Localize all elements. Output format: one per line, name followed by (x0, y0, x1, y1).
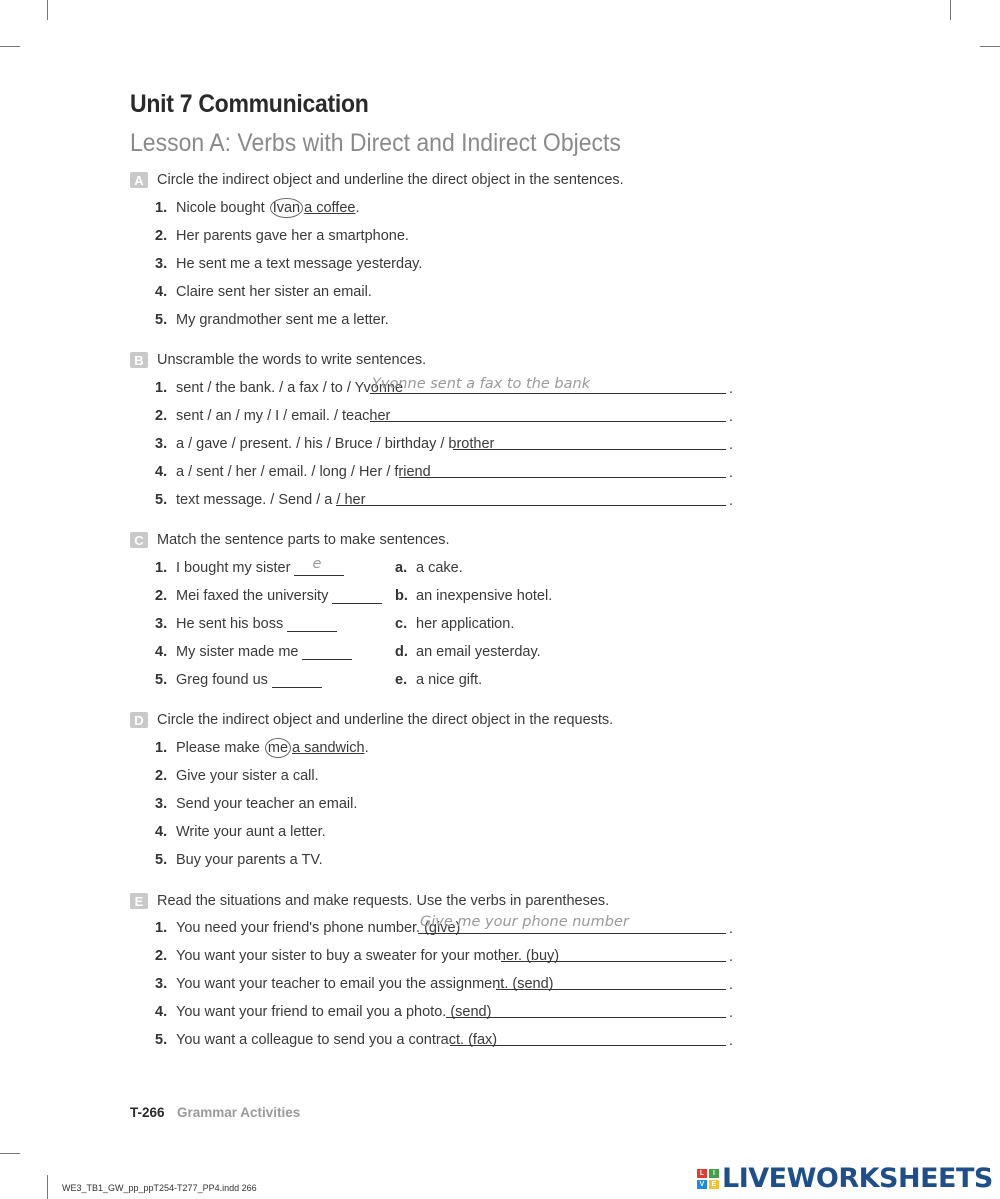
match-left-2 (155, 586, 382, 606)
item-number: 1. (155, 740, 168, 756)
logo-tile: L (697, 1169, 707, 1178)
match-right-e (395, 670, 482, 690)
crop-mark (47, 1175, 48, 1199)
match-right-d (395, 642, 541, 662)
item-number: 1. (155, 560, 168, 576)
logo-tile: V (697, 1180, 707, 1189)
option-letter: e. (395, 672, 408, 688)
crop-mark (0, 1153, 20, 1154)
answer-line[interactable] (399, 477, 726, 478)
logo-grid-icon (697, 1169, 719, 1189)
situation-prompt: You want your friend to email you a photo. (send) (176, 1004, 492, 1020)
item-sentence[interactable]: Buy your parents a TV. (176, 852, 323, 868)
section-e-badge: E (130, 893, 148, 909)
match-blank[interactable] (272, 673, 322, 688)
item-number: 5. (155, 672, 168, 688)
section-b-header (130, 350, 426, 370)
item-number: 4. (155, 824, 168, 840)
item-sentence[interactable]: Give your sister a call. (176, 768, 319, 784)
crop-mark (47, 0, 48, 20)
section-d-item-1 (155, 738, 369, 758)
circled-word: Ivan (270, 198, 303, 218)
section-a-item-1 (155, 198, 360, 218)
section-c-badge: C (130, 532, 148, 548)
answer-line[interactable] (496, 989, 726, 990)
item-number: 2. (155, 768, 168, 784)
section-e-item-5 (155, 1030, 497, 1050)
section-a-item-5[interactable] (155, 310, 389, 330)
period: . (729, 409, 734, 425)
item-number: 4. (155, 1004, 168, 1020)
answer-line[interactable] (446, 1017, 726, 1018)
scrambled-prompt: a / sent / her / email. / long / Her / friend (176, 464, 431, 480)
section-e-item-2 (155, 946, 559, 966)
match-blank[interactable] (302, 645, 352, 660)
section-d-item-2[interactable] (155, 766, 319, 786)
period: . (729, 921, 734, 937)
item-number: 3. (155, 256, 168, 272)
match-phrase: My sister made me (176, 644, 299, 660)
item-number: 3. (155, 436, 168, 452)
period: . (729, 1005, 734, 1021)
period: . (729, 1033, 734, 1049)
answer-line[interactable] (450, 1045, 726, 1046)
section-b-badge: B (130, 352, 148, 368)
item-sentence[interactable]: Claire sent her sister an email. (176, 284, 372, 300)
option-text: a nice gift. (416, 672, 483, 688)
match-blank[interactable] (332, 589, 382, 604)
lesson-subtitle: Lesson A: Verbs with Direct and Indirect Objects (130, 129, 621, 157)
item-number: 4. (155, 464, 168, 480)
match-left-5 (155, 670, 322, 690)
item-sentence[interactable]: Her parents gave her a smartphone. (176, 228, 409, 244)
example-sentence: Nicole bought Ivan a coffee. (176, 200, 360, 216)
logo-tile: I (709, 1169, 719, 1178)
section-d-instruction: Circle the indirect object and underline the direct object in the requests. (157, 712, 614, 728)
period: . (729, 381, 734, 397)
match-left-4 (155, 642, 352, 662)
answer-line[interactable] (370, 393, 726, 394)
item-number: 3. (155, 796, 168, 812)
file-slug: WE3_TB1_GW_pp_ppT254-T277_PP4.indd 266 (62, 1183, 257, 1193)
item-number: 4. (155, 644, 168, 660)
option-text: an email yesterday. (416, 644, 541, 660)
item-number: 5. (155, 852, 168, 868)
section-d-item-5[interactable] (155, 850, 323, 870)
section-b-instruction: Unscramble the words to write sentences. (157, 352, 427, 368)
answer-line[interactable] (501, 961, 726, 962)
section-e-item-4 (155, 1002, 491, 1022)
match-left-3 (155, 614, 337, 634)
section-b-item-5 (155, 490, 365, 510)
option-text: her application. (416, 616, 515, 632)
section-e-header (130, 891, 609, 911)
underlined-phrase: a sandwich (292, 740, 365, 756)
item-number: 5. (155, 492, 168, 508)
period: . (729, 977, 734, 993)
item-number: 2. (155, 228, 168, 244)
section-d-item-4[interactable] (155, 822, 326, 842)
section-d-header (130, 710, 613, 730)
section-a-item-3[interactable] (155, 254, 422, 274)
item-number: 2. (155, 408, 168, 424)
match-phrase: Greg found us (176, 672, 268, 688)
item-number: 2. (155, 588, 168, 604)
page-number: T-266 (130, 1105, 165, 1120)
section-a-item-2[interactable] (155, 226, 409, 246)
match-blank[interactable] (287, 617, 337, 632)
section-a-instruction: Circle the indirect object and underline the direct object in the sentences. (157, 172, 624, 188)
scrambled-prompt: a / gave / present. / his / Bruce / birthday / brother (176, 436, 495, 452)
option-letter: c. (395, 616, 408, 632)
match-blank[interactable] (294, 555, 344, 576)
scrambled-prompt: text message. / Send / a / her (176, 492, 366, 508)
answer-line[interactable] (336, 505, 726, 506)
option-letter: d. (395, 644, 408, 660)
match-right-a (395, 558, 463, 578)
period: . (729, 437, 734, 453)
item-number: 4. (155, 284, 168, 300)
logo-tile: E (709, 1180, 719, 1189)
item-number: 1. (155, 380, 168, 396)
match-right-b (395, 586, 552, 606)
option-letter: a. (395, 560, 408, 576)
match-left-1 (155, 555, 344, 578)
section-d-badge: D (130, 712, 148, 728)
section-b-item-2 (155, 406, 390, 426)
liveworksheets-logo[interactable] (697, 1163, 993, 1194)
section-a-item-4[interactable] (155, 282, 372, 302)
match-right-c (395, 614, 514, 634)
scrambled-prompt: sent / an / my / I / email. / teacher (176, 408, 391, 424)
section-e-item-1 (155, 918, 460, 938)
item-sentence[interactable]: He sent me a text message yesterday. (176, 256, 423, 272)
match-phrase: He sent his boss (176, 616, 284, 632)
handwritten-answer[interactable]: e (312, 555, 322, 572)
underlined-phrase: a coffee (304, 200, 356, 216)
section-c-header (130, 530, 450, 550)
item-sentence[interactable]: Send your teacher an email. (176, 796, 358, 812)
handwritten-answer[interactable]: Yvonne sent a fax to the bank (372, 376, 591, 392)
situation-prompt: You want your sister to buy a sweater for your mother. (buy) (176, 948, 560, 964)
footer-label: Grammar Activities (177, 1105, 301, 1120)
item-number: 5. (155, 312, 168, 328)
period: . (729, 493, 734, 509)
section-b-item-4 (155, 462, 431, 482)
section-d-item-3[interactable] (155, 794, 357, 814)
logo-text: LIVEWORKSHEETS (722, 1163, 993, 1194)
scrambled-prompt: sent / the bank. / a fax / to / Yvonne (176, 380, 404, 396)
item-number: 2. (155, 948, 168, 964)
page-title: Unit 7 Communication (130, 90, 369, 118)
crop-mark (950, 0, 951, 20)
option-letter: b. (395, 588, 408, 604)
answer-line[interactable] (453, 449, 726, 450)
period: . (729, 465, 734, 481)
option-text: a cake. (416, 560, 463, 576)
answer-line[interactable] (370, 421, 726, 422)
option-text: an inexpensive hotel. (416, 588, 553, 604)
situation-prompt: You need your friend's phone number. (give) (176, 920, 461, 936)
crop-mark (980, 46, 1000, 47)
answer-line[interactable] (418, 933, 726, 934)
match-phrase: I bought my sister (176, 560, 291, 576)
section-e-instruction: Read the situations and make requests. Use the verbs in parentheses. (157, 893, 610, 909)
item-number: 5. (155, 1032, 168, 1048)
section-b-item-1 (155, 378, 403, 398)
situation-prompt: You want a colleague to send you a contract. (fax) (176, 1032, 498, 1048)
item-number: 1. (155, 200, 168, 216)
handwritten-answer[interactable]: Give me your phone number (420, 914, 629, 930)
crop-mark (0, 46, 20, 47)
item-sentence[interactable]: Write your aunt a letter. (176, 824, 326, 840)
section-e-item-3 (155, 974, 553, 994)
item-number: 3. (155, 976, 168, 992)
circled-word: me (265, 738, 291, 758)
section-b-item-3 (155, 434, 494, 454)
situation-prompt: You want your teacher to email you the assignment. (send) (176, 976, 554, 992)
section-c-instruction: Match the sentence parts to make sentences. (157, 532, 450, 548)
section-a-header (130, 170, 624, 190)
period: . (729, 949, 734, 965)
item-sentence[interactable]: My grandmother sent me a letter. (176, 312, 389, 328)
item-number: 1. (155, 920, 168, 936)
item-number: 3. (155, 616, 168, 632)
section-a-badge: A (130, 172, 148, 188)
match-phrase: Mei faxed the university (176, 588, 329, 604)
example-sentence: Please make me a sandwich. (176, 740, 369, 756)
